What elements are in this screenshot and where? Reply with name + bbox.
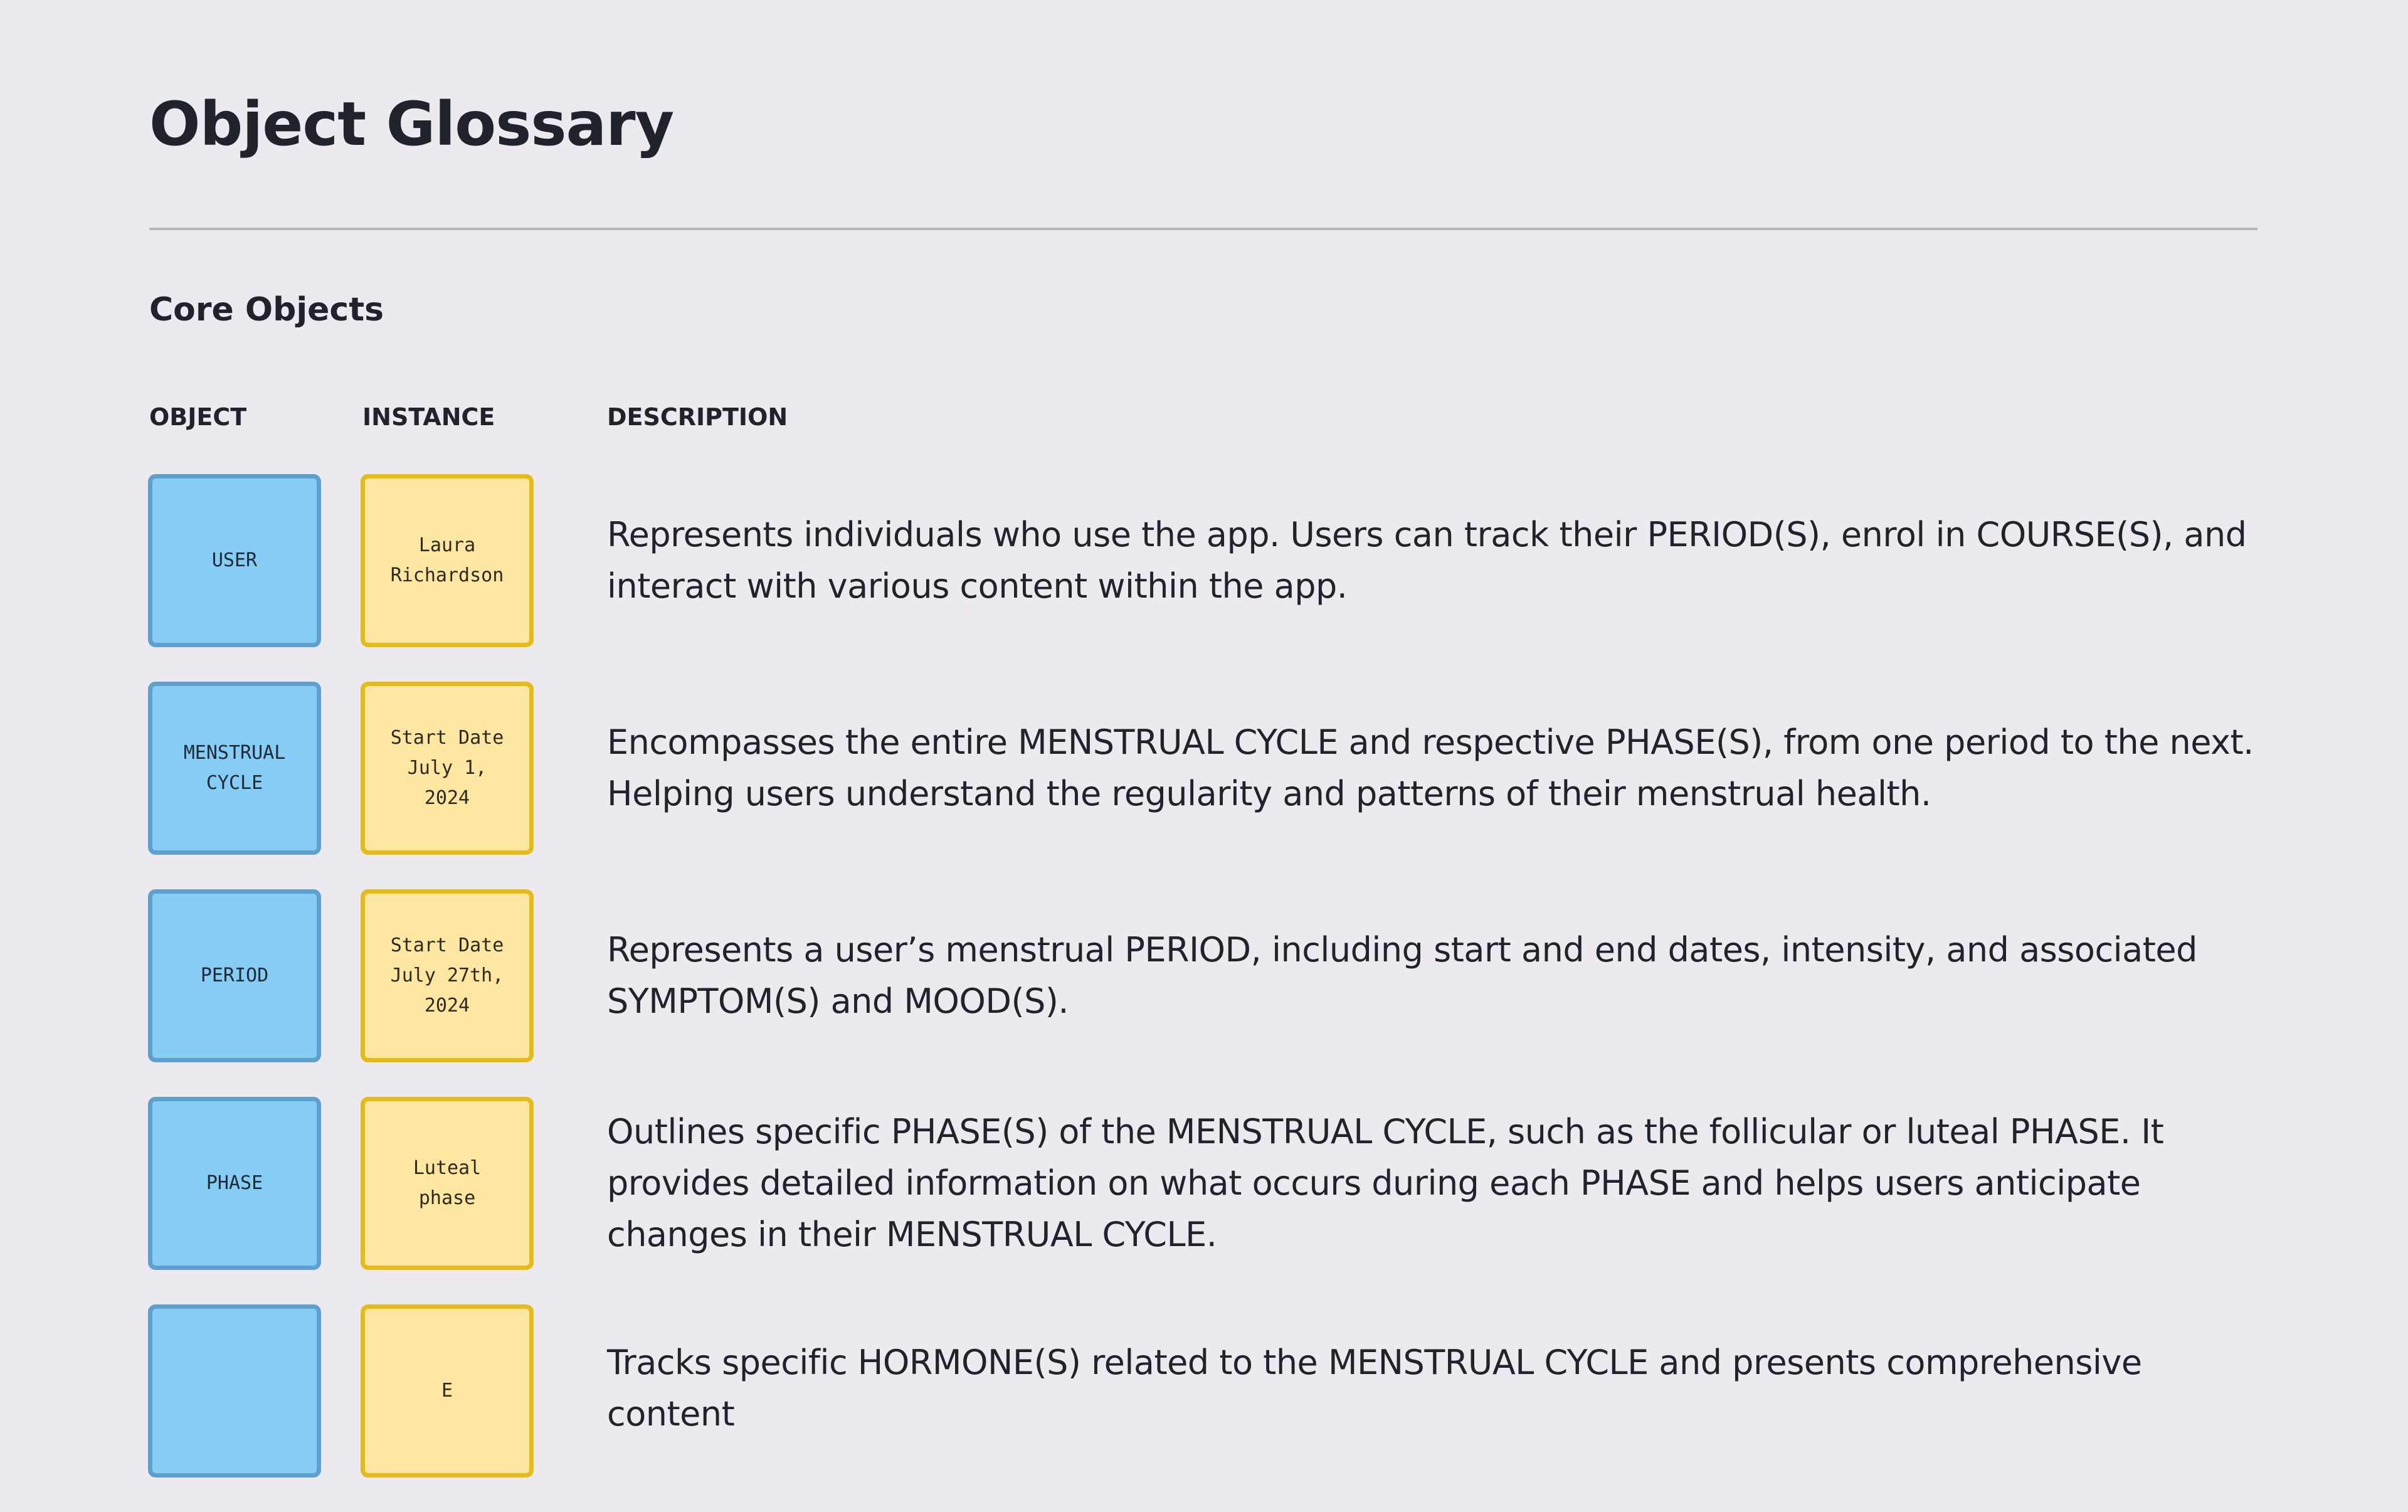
object-card[interactable]: PHASE: [148, 1097, 321, 1270]
title-divider: [149, 228, 2258, 230]
instance-card[interactable]: Start Date July 27th, 2024: [361, 889, 534, 1062]
object-card[interactable]: MENSTRUAL CYCLE: [148, 682, 321, 855]
column-header-instance: INSTANCE: [362, 403, 495, 431]
column-header-description: DESCRIPTION: [607, 403, 788, 431]
glossary-row-user: [0, 474, 2408, 682]
page-title: Object Glossary: [149, 89, 674, 159]
object-card[interactable]: [148, 1304, 321, 1478]
section-title: Core Objects: [149, 291, 384, 329]
object-description: Tracks specific HORMONE(S) related to the MENSTRUAL CYCLE and presents comprehensive content: [607, 1343, 2142, 1434]
instance-card[interactable]: E: [361, 1304, 534, 1478]
object-description: Represents a user’s menstrual PERIOD, including start and end dates, intensity, and associated SYMPTOM(S) and MOOD(S).: [607, 930, 2197, 1021]
object-description: Outlines specific PHASE(S) of the MENSTRUAL CYCLE, such as the follicular or luteal PHASE. It provides detailed information on what occurs during each PHASE and helps users anticipate changes in their MENSTRUAL CYCLE.: [607, 1112, 2164, 1254]
glossary-row-phase: [0, 1097, 2408, 1304]
glossary-row-hormone: [0, 1304, 2408, 1512]
object-card[interactable]: PERIOD: [148, 889, 321, 1062]
column-header-object: OBJECT: [149, 403, 247, 431]
instance-card[interactable]: Start Date July 1, 2024: [361, 682, 534, 855]
object-description: Represents individuals who use the app. Users can track their PERIOD(S), enrol in COURSE(S), and interact with various content within the app.: [607, 515, 2247, 606]
instance-card[interactable]: Laura Richardson: [361, 474, 534, 647]
glossary-list: [0, 474, 2408, 1512]
glossary-row-menstrual-cycle: [0, 682, 2408, 889]
instance-card[interactable]: Luteal phase: [361, 1097, 534, 1270]
object-description: Encompasses the entire MENSTRUAL CYCLE and respective PHASE(S), from one period to the next. Helping users understand the regularity and patterns of their menstrual health.: [607, 722, 2254, 813]
object-card[interactable]: USER: [148, 474, 321, 647]
glossary-row-period: [0, 889, 2408, 1097]
